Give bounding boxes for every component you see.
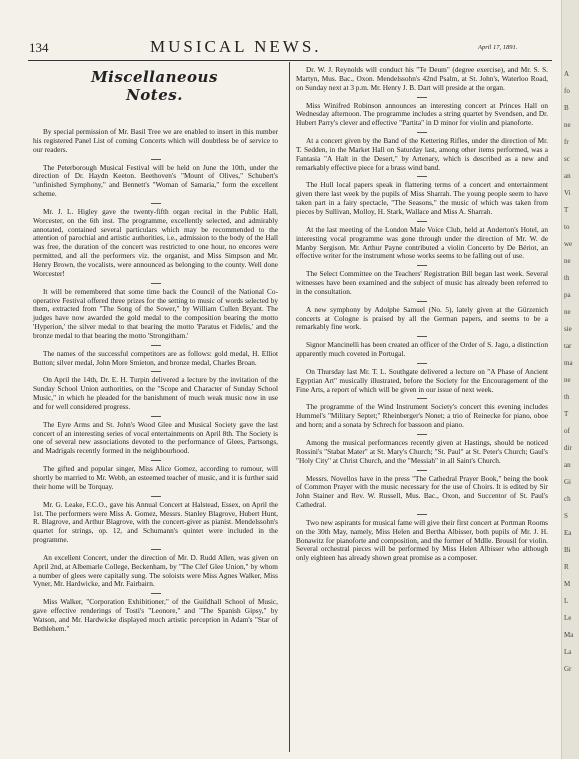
margin-fragment: ne — [564, 376, 571, 384]
margin-fragment: to — [564, 223, 570, 231]
news-paragraph: At a concert given by the Band of the Kettering Rifles, under the direction of Mr. T. Sedden, in the Market Hall on Saturday last, among other items performed, was a Fantasia "A Halt in the Desert," by Artenary, which is described as a new and remarkably effective piece for a brass wind band. — [296, 136, 548, 172]
news-paragraph: The Peterborough Musical Festival will be held on June the 10th, under the direction of Dr. Haydn Keeton. Beethoven's "Mount of Olives," Schubert's "unfinished Symphony," and Bennett's "Woman of Samaria," form the excellent scheme. — [33, 162, 278, 199]
paragraph-separator — [151, 283, 161, 284]
margin-fragment: A — [564, 70, 570, 78]
paragraph-separator — [151, 549, 161, 550]
news-paragraph: An excellent Concert, under the direction of Mr. D. Rudd Allen, was given on April 2nd, at Albemarle College, Beckenham, by "The Clef Glee Union," by whom a number of glees were capitally sung. The soloists were Miss Agnes Walker, Miss Vyner, Mr. Hardwicke, and Mr. Fairbairn. — [33, 552, 278, 589]
margin-fragment: T — [564, 410, 569, 418]
page-header-title: MUSICAL NEWS. — [150, 37, 322, 56]
paragraph-separator — [151, 159, 161, 160]
news-paragraph: Dr. W. J. Reynolds will conduct his "Te Deum" (degree exercise), and Mr. S. S. Martyn, Mus. Bac., Oxon. Mendelssohn's 42nd Psalm, at St. John's, Waterloo Road, on Sunday next at 3 p.m. Mr. Henry J. B. Dart will preside at the organ. — [296, 65, 548, 92]
news-paragraph: It will be remembered that some time back the Council of the National Co-operative Festival offered three prizes for the setting to music of words selected by them, extracted from "The Song of the Sower," by William Cullen Bryant. The judges have now awarded the gold medal to the composition bearing the motto 'Hyperion,' the silver medal to that bearing the motto 'Paratus et Fidelis,' and the bronze medal to that bearing the motto 'Strongitham.' — [33, 286, 278, 340]
news-paragraph: Signor Mancinelli has been created an officer of the Order of S. Jago, a distinction apparently much coveted in Portugal. — [296, 340, 548, 359]
margin-fragment: B — [564, 104, 569, 112]
paragraph-separator — [151, 345, 161, 346]
margin-fragment: ne — [564, 257, 571, 265]
paragraph-separator — [151, 371, 161, 372]
paragraph-separator — [417, 470, 427, 471]
margin-fragment: th — [564, 274, 570, 282]
news-paragraph: Messrs. Novellos have in the press "The Cathedral Prayer Book," being the book of Common Prayer with the music necessary for the use of Choirs. It is edited by Sir John Stainer and Rev. W. Russell, Mus. Bac., Oxon, and Succentor of St. Paul's Cathedral. — [296, 473, 548, 510]
margin-fragment: Ea — [564, 529, 572, 537]
news-paragraph: By special permission of Mr. Basil Tree we are enabled to insert in this number his registered Panel List of coming Concerts which will doubtless be of service to our readers. — [33, 127, 278, 154]
news-paragraph: Mr. J. L. Higley gave the twenty-fifth organ recital in the Public Hall, Worcester, on the 6th inst. The programme, excellently selected, and admirably annotated, contained several particulars which may be recommended to the attention of parochial and artistic authorities, i.e., admission to the body of the Hall was free, the duration of the concert was restricted to one hour, no encores were permitted, and all the performers viz. the organist, and Miss Simpson and Mr. Henry Brown, the vocalists, were announced as belonging to the county. Well done Worcester! — [33, 206, 278, 278]
news-paragraph: Among the musical performances recently given at Hastings, should be noticed Rossini's "Stabat Mater" at St. Mary's Church; "St. Paul" at St. Peter's Church; Gaul's "Holy City" at Christ Church, and the "Messiah" in all Saint's Church. — [296, 438, 548, 465]
paragraph-separator — [417, 132, 427, 133]
margin-fragment: Vi — [564, 189, 571, 197]
paragraph-separator — [417, 336, 427, 337]
paragraph-separator — [417, 221, 427, 222]
left-column — [33, 128, 278, 634]
margin-fragment: La — [564, 648, 572, 656]
column-divider — [289, 62, 290, 752]
news-paragraph: Mr. G. Leake, F.C.O., gave his Annual Concert at Halstead, Essex, on April the 1st. The performers were Miss A. Gomez, Messrs. Stanley Blagrove, Hubert Hunt, R. Blagrove, and Arthur Blagrove, with the concert-giver as pianist. Mendelssohn's quartet for strings, op. 12, and Schumann's quintet were included in the programme. — [33, 499, 278, 545]
news-paragraph: Two new aspirants for musical fame will give their first concert at Portman Rooms on the 30th May, namely, Miss Helen and Bertha Albisser, both pupils of Mr. J. H. Bonawitz for pianoforte and composition, and the former of Mdlle. Brousil for violin. Several orchestral pieces will be performed by Miss Helen Albisser who although only eighteen has already shown great promise as a composer. — [296, 517, 548, 563]
margin-fragment: th — [564, 393, 570, 401]
margin-fragment: M — [564, 580, 571, 588]
paragraph-separator — [417, 363, 427, 364]
news-paragraph: Miss Walker, "Corporation Exhibitioner," of the Guildhall School of Music, gave effective renderings of Tosti's "Leonore," and "The Spanish Gipsy," by Watson, and Mr. Hardwicke displayed much artistic perception in Adam's "Star of Bethlehem." — [33, 597, 278, 633]
news-paragraph: At the last meeting of the London Male Voice Club, held at Anderton's Hotel, an interesting vocal programme was gone through under the direction of Mr. W. de Manby Sergison. Mr. Arthur Payne contributed a violin Concerto by De Bériot, an effective writer for the instrument whose works seems to be falling out of use. — [296, 224, 548, 261]
margin-fragment: ne — [564, 308, 571, 316]
margin-fragment: Gi — [564, 478, 571, 486]
margin-fragment: Gr — [564, 665, 572, 673]
paragraph-separator — [417, 176, 427, 177]
margin-fragment: an — [564, 461, 571, 469]
paragraph-separator — [417, 301, 427, 302]
news-paragraph: The Eyre Arms and St. John's Wood Glee and Musical Society gave the last concert of an interesting series of vocal entertainments on April 8th. The Society is one of several new associations devoted to the performance of Glees, Partsongs, and Madrigals recently formed in the neighbourhood. — [33, 419, 278, 456]
margin-fragment: sie — [564, 325, 572, 333]
margin-fragment: L — [564, 597, 569, 605]
paragraph-separator — [417, 265, 427, 266]
margin-fragment: ma — [564, 359, 573, 367]
section-title: Miscellaneous Notes. — [91, 68, 218, 104]
margin-fragment: tar — [564, 342, 572, 350]
paragraph-separator — [417, 434, 427, 435]
margin-fragment: R — [564, 563, 569, 571]
margin-fragment: dir — [564, 444, 572, 452]
paragraph-separator — [151, 496, 161, 497]
margin-fragment: an — [564, 172, 571, 180]
margin-fragment: S — [564, 512, 568, 520]
margin-fragment: ne — [564, 121, 571, 129]
margin-fragment: Bi — [564, 546, 571, 554]
margin-fragment: we — [564, 240, 573, 248]
margin-fragment: T — [564, 206, 569, 214]
news-paragraph: The Hull local papers speak in flattering terms of a concert and entertainment given there last week by the pupils of Miss Sharrah. The young people seem to have taken part in a fairy spectacle, "The Seasons," the music of which was taken from pieces by Sullivan, Molloy, H. Stark, Wallace and Miss A. Sharrah. — [296, 180, 548, 216]
paragraph-separator — [151, 203, 161, 204]
paragraph-separator — [417, 398, 427, 399]
margin-fragment: Le — [564, 614, 572, 622]
page-number: 134 — [29, 40, 49, 55]
news-paragraph: The programme of the Wind Instrument Society's concert this evening includes Hummel's "Military Septet;" Rheinberger's Nonet; a trio of Reinecke for piano, oboe and horn; and a sonata by Schrech for bassoon and piano. — [296, 402, 548, 430]
news-paragraph: On Thursday last Mr. T. L. Southgate delivered a lecture on "A Phase of Ancient Egyptian Art" musically illustrated, before the Society for the Encouragement of the Fine Arts, a report of which will be given in our issue of next week. — [296, 366, 548, 394]
margin-fragment: Ma — [564, 631, 574, 639]
news-paragraph: Miss Winifred Robinson announces an interesting concert at Princes Hall on Wednesday afternoon. The programme includes a string quartet by Svendsen, and Dr. Hubert Parry's clever and effective "Partita" in D minor for violin and pianoforte. — [296, 100, 548, 128]
adjacent-page-margin — [561, 0, 579, 759]
margin-fragment: sc — [564, 155, 570, 163]
news-paragraph: The gifted and popular singer, Miss Alice Gomez, according to rumour, will shortly be married to Mr. Webb, an esteemed teacher of music, and it is further said their home will be Torquay. — [33, 464, 278, 491]
news-paragraph: The names of the successful competitors are as follows: gold medal, H. Elliot Button; silver medal, John More Smieton, and bronze medal, Charles Broan. — [33, 348, 278, 367]
paragraph-separator — [417, 514, 427, 515]
margin-fragment: pa — [564, 291, 571, 299]
news-paragraph: The Select Committee on the Teachers' Registration Bill began last week. Several witnesses have been examined and the subject of music has already been referred to in the consultation. — [296, 269, 548, 296]
margin-fragment: ch — [564, 495, 571, 503]
news-paragraph: On April the 14th, Dr. E. H. Turpin delivered a lecture by the invitation of the Sunday School Union authorities, on the "Scope and Character of Sunday School Music," in which he pleaded for the banishment of much weak music now in use and for well considered progress. — [33, 375, 278, 411]
news-paragraph: A new symphony by Adolphe Samuel (No. 5), lately given at the Gürzenich concerts at Cologne is praised by all the German papers, and seems to be a remarkably fine work. — [296, 304, 548, 332]
right-column — [296, 66, 548, 563]
paragraph-separator — [151, 593, 161, 594]
margin-fragment: of — [564, 427, 570, 435]
paragraph-separator — [151, 416, 161, 417]
page-header-date: April 17, 1891. — [478, 44, 518, 51]
margin-fragment: fr — [564, 138, 569, 146]
margin-fragment: fo — [564, 87, 570, 95]
paragraph-separator — [417, 97, 427, 98]
header-rule — [28, 60, 552, 61]
paragraph-separator — [151, 460, 161, 461]
